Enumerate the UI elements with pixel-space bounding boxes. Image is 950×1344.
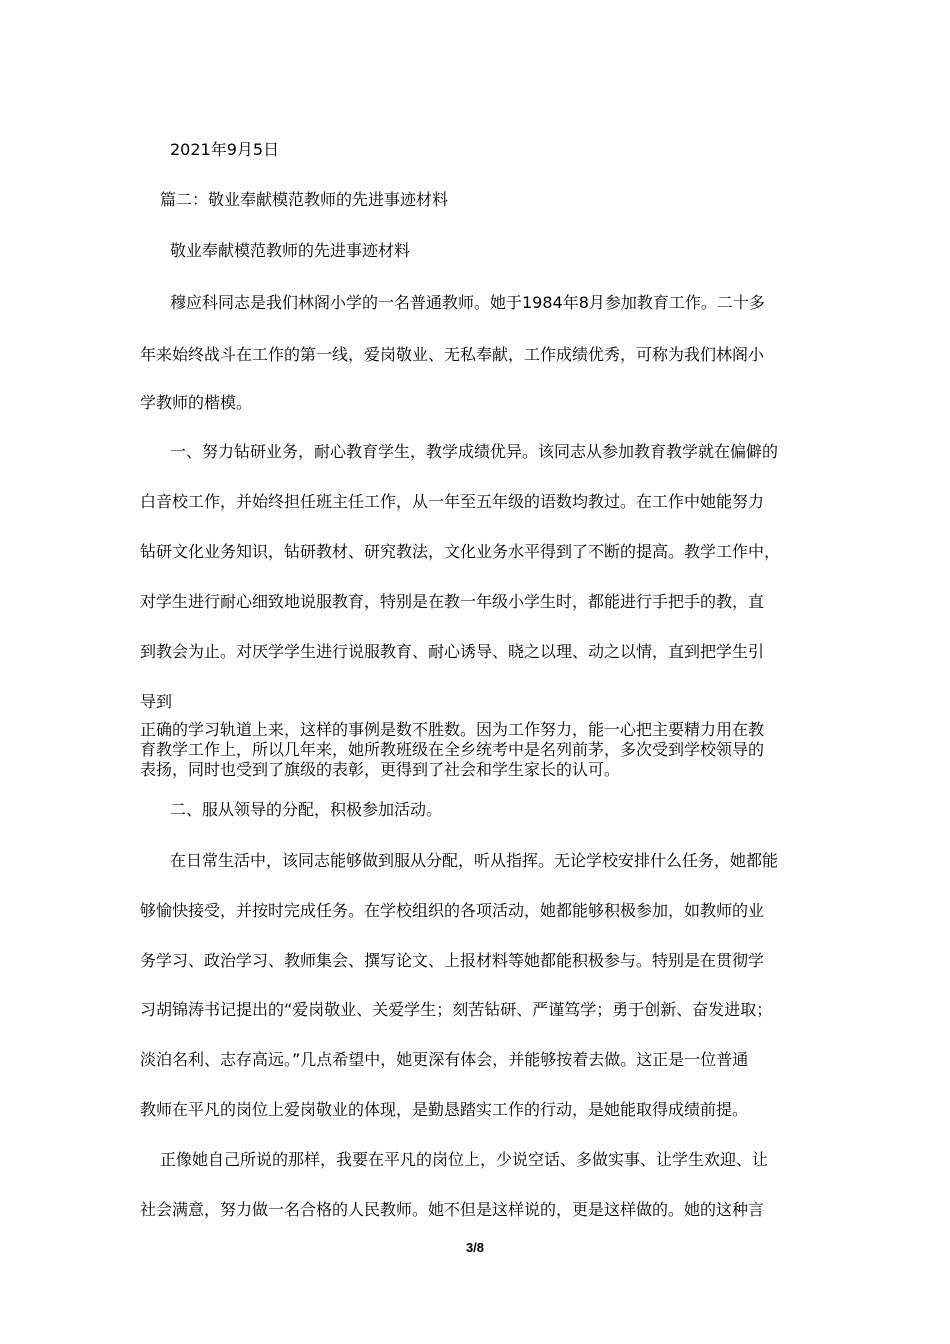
paragraph-line: 正像她自己所说的那样，我要在平凡的岗位上，少说空话、多做实事、让学生欢迎、让: [160, 1150, 769, 1169]
paragraph-line: 淡泊名利、志存高远。”几点希望中，她更深有体会，并能够按着去做。这正是一位普通: [140, 1050, 749, 1069]
paragraph-line: 够愉快接受，并按时完成任务。在学校组织的各项活动，她都能够积极参加，如教师的业: [140, 901, 765, 920]
paragraph-line: 导到: [140, 692, 173, 711]
subheading-line: 二、服从领导的分配，积极参加活动。: [170, 800, 443, 819]
date-line: 2021年9月5日: [170, 140, 280, 159]
paragraph-line: 教师在平凡的岗位上爱岗敬业的体现，是勤恳踏实工作的行动，是她能取得成绩前提。: [140, 1100, 749, 1119]
paragraph-line: 穆应科同志是我们林阁小学的一名普通教师。她于1984年8月参加教育工作。二十多: [170, 293, 765, 312]
paragraph-line: 在日常生活中，该同志能够做到服从分配，听从指挥。无论学校安排什么任务，她都能: [170, 851, 779, 870]
paragraph-line: 习胡锦涛书记提出的“爱岗敬业、关爱学生；刻苦钻研、严谨笃学；勇于创新、奋发进取；: [140, 1000, 773, 1019]
section-heading: 篇二：敬业奉献模范教师的先进事迹材料: [160, 190, 449, 209]
paragraph-line: 钻研文化业务知识，钻研教材、研究教法，文化业务水平得到了不断的提高。教学工作中，: [140, 542, 781, 561]
paragraph-line: 到教会为止。对厌学学生进行说服教育、耐心诱导、晓之以理、动之以情，直到把学生引: [140, 642, 765, 661]
paragraph-line: 一、努力钻研业务，耐心教育学生，教学成绩优异。该同志从参加教育教学就在偏僻的: [170, 442, 779, 461]
paragraph-line: 对学生进行耐心细致地说服教育，特别是在教一年级小学生时，都能进行手把手的教，直: [140, 592, 765, 611]
paragraph-line: 育教学工作上，所以几年来，她所教班级在全乡统考中是名列前茅，多次受到学校领导的: [140, 740, 765, 759]
paragraph-line: 白音校工作，并始终担任班主任工作，从一年至五年级的语数均教过。在工作中她能努力: [140, 492, 765, 511]
paragraph-line: 务学习、政治学习、教师集会、撰写论文、上报材料等她都能积极参与。特别是在贯彻学: [140, 951, 765, 970]
paragraph-line: 社会满意，努力做一名合格的人民教师。她不但是这样说的，更是这样做的。她的这种言: [140, 1200, 765, 1219]
paragraph-line: 表扬，同时也受到了旗级的表彰，更得到了社会和学生家长的认可。: [140, 760, 621, 779]
page-number: 3/8: [465, 1240, 485, 1255]
article-title: 敬业奉献模范教师的先进事迹材料: [170, 241, 411, 260]
paragraph-line: 正确的学习轨道上来，这样的事例是数不胜数。因为工作努力，能一心把主要精力用在教: [140, 720, 765, 739]
paragraph-line: 学教师的楷模。: [140, 393, 253, 412]
paragraph-line: 年来始终战斗在工作的第一线，爱岗敬业、无私奉献，工作成绩优秀，可称为我们林阁小: [140, 345, 765, 364]
